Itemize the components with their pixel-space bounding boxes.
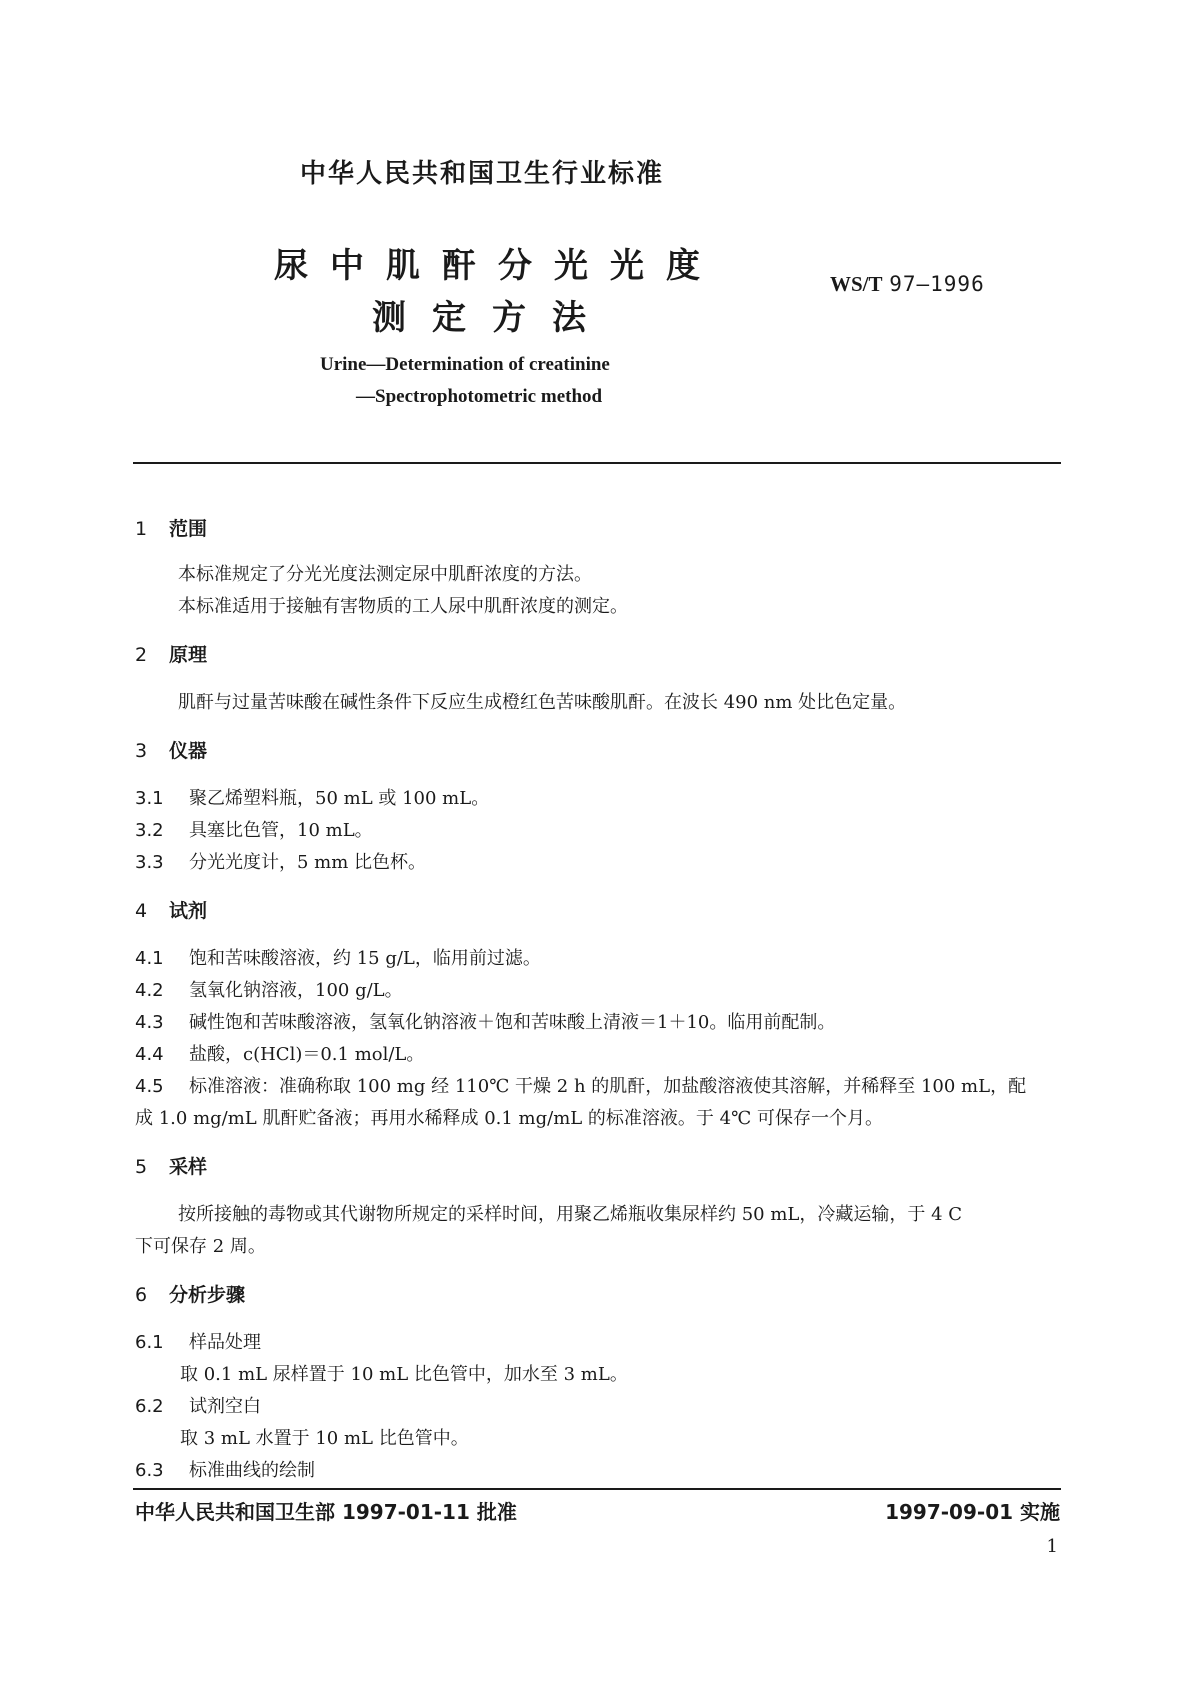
title-cn-line1: 尿中肌酐分光光度 (274, 246, 722, 286)
section-1-paragraph-2: 本标准适用于接触有害物质的工人尿中肌酐浓度的测定。 (178, 596, 628, 617)
standard-code (830, 272, 985, 297)
item-4-2-text: 氢氧化钠溶液，100 g/L。 (189, 980, 403, 1001)
item-3-3-text: 分光光度计，5 mm 比色杯。 (189, 852, 427, 873)
item-4-5-number: 4.5 (135, 1076, 164, 1097)
section-5-paragraph-cont: 下可保存 2 周。 (135, 1236, 266, 1257)
item-4-1 (135, 944, 541, 970)
section-1-number: 1 (135, 518, 148, 540)
item-3-2 (135, 816, 373, 842)
item-4-3-text: 碱性饱和苦味酸溶液，氢氧化钠溶液＋饱和苦味酸上清液＝1＋10。临用前配制。 (189, 1012, 836, 1033)
effective-date-line: 1997-09-01 实施 (885, 1500, 1060, 1524)
section-5-number: 5 (135, 1156, 148, 1178)
section-2-paragraph-1: 肌酐与过量苦味酸在碱性条件下反应生成橙红色苦味酸肌酐。在波长 490 nm 处比色定量。 (178, 692, 907, 713)
item-6-2-number: 6.2 (135, 1396, 164, 1417)
section-3-heading (135, 736, 207, 763)
section-5-heading (135, 1152, 207, 1179)
header-rule (133, 462, 1061, 464)
section-4-heading (135, 896, 207, 923)
title-cn-line2: 测定方法 (372, 298, 612, 338)
item-4-4-text: 盐酸，c(HCl)＝0.1 mol/L。 (189, 1044, 425, 1065)
approval-line: 中华人民共和国卫生部 1997-01-11 批准 (135, 1500, 517, 1524)
section-6-number: 6 (135, 1284, 148, 1306)
section-1-title: 范围 (169, 518, 208, 540)
item-6-1-text: 样品处理 (189, 1332, 261, 1353)
item-4-1-number: 4.1 (135, 948, 164, 969)
item-4-5-text: 标准溶液：准确称取 100 mg 经 110℃ 干燥 2 h 的肌酐，加盐酸溶液使其溶解，并稀释至 100 mL，配 (189, 1076, 1027, 1097)
section-2-number: 2 (135, 644, 148, 666)
section-5-paragraph-1: 按所接触的毒物或其代谢物所规定的采样时间，用聚乙烯瓶收集尿样约 50 mL，冷藏运输，于 4 C (178, 1204, 963, 1225)
section-5-title: 采样 (169, 1156, 208, 1178)
item-4-1-text: 饱和苦味酸溶液，约 15 g/L，临用前过滤。 (189, 948, 541, 969)
item-4-5-continuation: 成 1.0 mg/mL 肌酐贮备液；再用水稀释成 0.1 mg/mL 的标准溶液。于 4℃ 可保存一个月。 (135, 1108, 883, 1129)
item-6-3 (135, 1456, 315, 1482)
section-6-title: 分析步骤 (169, 1284, 246, 1306)
item-4-4 (135, 1040, 424, 1066)
section-4-title: 试剂 (169, 900, 208, 922)
section-1-heading (135, 514, 207, 541)
item-6-2-detail: 取 3 mL 水置于 10 mL 比色管中。 (180, 1428, 469, 1449)
section-3-title: 仪器 (169, 740, 208, 762)
item-3-2-number: 3.2 (135, 820, 164, 841)
standard-code-number: 97—1996 (889, 272, 985, 296)
title-en-line1: Urine—Determination of creatinine (320, 354, 610, 375)
footer-rule (133, 1488, 1061, 1490)
item-6-1-detail: 取 0.1 mL 尿样置于 10 mL 比色管中，加水至 3 mL。 (180, 1364, 628, 1385)
item-4-4-number: 4.4 (135, 1044, 164, 1065)
standard-code-prefix: WS/T (830, 272, 883, 296)
section-1-paragraph-1: 本标准规定了分光光度法测定尿中肌酐浓度的方法。 (178, 564, 592, 585)
item-6-1 (135, 1328, 261, 1354)
issuer-title: 中华人民共和国卫生行业标准 (300, 159, 665, 189)
item-4-5 (135, 1072, 1026, 1098)
section-2-title: 原理 (169, 644, 208, 666)
section-3-number: 3 (135, 740, 148, 762)
item-4-2 (135, 976, 403, 1002)
item-6-1-number: 6.1 (135, 1332, 164, 1353)
page-number: 1 (1046, 1536, 1058, 1557)
item-4-3 (135, 1008, 835, 1034)
section-4-number: 4 (135, 900, 148, 922)
item-6-2-text: 试剂空白 (189, 1396, 261, 1417)
section-6-heading (135, 1280, 245, 1307)
item-6-2 (135, 1392, 261, 1418)
section-2-heading (135, 640, 207, 667)
item-4-2-number: 4.2 (135, 980, 164, 1001)
title-en-line2: —Spectrophotometric method (356, 386, 603, 407)
item-6-3-number: 6.3 (135, 1460, 164, 1481)
item-3-1-text: 聚乙烯塑料瓶，50 mL 或 100 mL。 (189, 788, 490, 809)
item-3-3 (135, 848, 426, 874)
item-3-2-text: 具塞比色管，10 mL。 (189, 820, 373, 841)
item-4-3-number: 4.3 (135, 1012, 164, 1033)
item-6-3-text: 标准曲线的绘制 (189, 1460, 315, 1481)
item-3-1-number: 3.1 (135, 788, 164, 809)
item-3-3-number: 3.3 (135, 852, 164, 873)
item-3-1 (135, 784, 489, 810)
